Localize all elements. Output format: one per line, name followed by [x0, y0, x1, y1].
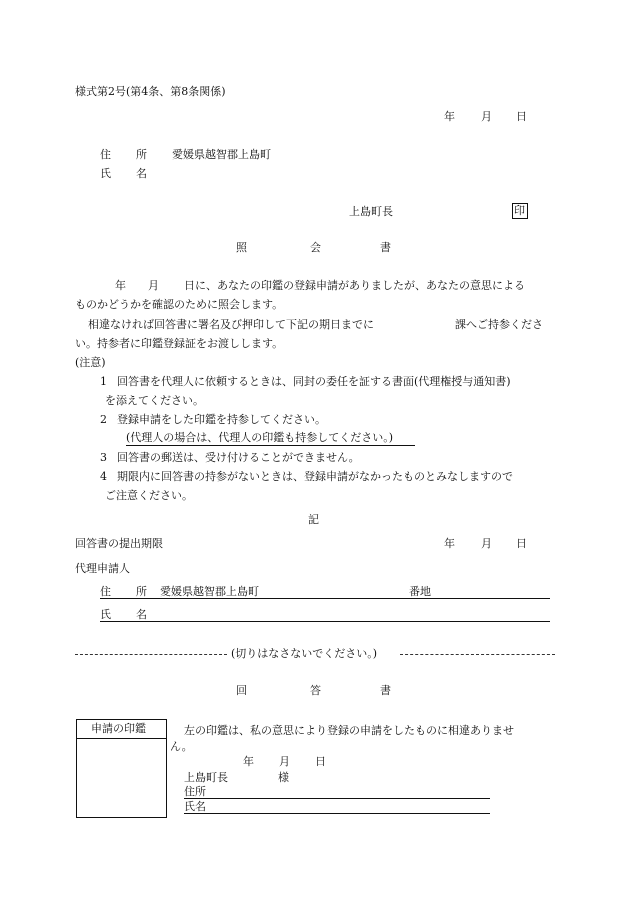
address-label-2: 所: [136, 148, 147, 161]
note-1-line1: 回答書を代理人に依頼するときは、同封の委任を証する書面(代理権授与通知書): [117, 375, 511, 388]
cut-line-left: [75, 654, 227, 655]
deadline-label: 回答書の提出期限: [75, 537, 163, 550]
answer-address-label: 住所: [184, 785, 206, 798]
proxy-address-label-1: 住: [100, 585, 111, 598]
answer-addressee-suffix: 様: [278, 771, 289, 784]
answer-name-label: 氏名: [184, 800, 206, 813]
note-3-num: 3: [100, 451, 107, 464]
answer-date-year: 年: [243, 755, 254, 768]
name-label-2: 名: [136, 167, 147, 180]
note-2-line1: 登録申請をした印鑑を持参してください。: [117, 413, 326, 426]
note-4-line1: 期限内に回答書の持参がないときは、登録申請がなかったものとみなしますので: [117, 470, 513, 483]
answer-title-char-2: 答: [310, 684, 321, 697]
note-1-num: 1: [100, 375, 107, 388]
proxy-address-line: [100, 598, 550, 599]
body-line3b: 課へご持参くださ: [455, 318, 543, 331]
date-year: 年: [444, 110, 455, 123]
proxy-heading: 代理申請人: [75, 562, 130, 575]
proxy-address-value: 愛媛県越智郡上島町: [160, 585, 259, 598]
seal-box-label: 申請の印鑑: [91, 722, 146, 735]
deadline-year: 年: [444, 537, 455, 550]
title-char-2: 会: [310, 241, 321, 254]
deadline-day: 日: [516, 537, 527, 550]
answer-addressee: 上島町長: [184, 771, 228, 784]
proxy-name-label-1: 氏: [100, 608, 111, 621]
seal-box-divider: [77, 738, 166, 739]
name-label-1: 氏: [100, 167, 111, 180]
note-4-line2: ご注意ください。: [105, 489, 193, 502]
note-2-num: 2: [100, 413, 107, 426]
body-line2: ものかどうかを確認のために照会します。: [75, 298, 284, 311]
title-char-3: 書: [380, 241, 391, 254]
answer-date-day: 日: [315, 755, 326, 768]
sender-title: 上島町長: [349, 205, 393, 218]
body-month: 月: [148, 279, 159, 292]
answer-date-month: 月: [279, 755, 290, 768]
answer-title-char-1: 回: [236, 684, 247, 697]
proxy-name-line: [100, 621, 550, 622]
answer-statement-line1: 左の印鑑は、私の意思により登録の申請をしたものに相違ありませ: [184, 724, 514, 737]
address-value: 愛媛県越智郡上島町: [172, 148, 271, 161]
body-year: 年: [115, 279, 126, 292]
note-3-line1: 回答書の郵送は、受け付けることができません。: [117, 451, 360, 464]
date-month: 月: [481, 110, 492, 123]
note-2-line2: (代理人の場合は、代理人の印鑑も持参してください。): [126, 431, 415, 446]
seal-stamp-box: [512, 203, 528, 219]
cut-line-right: [400, 654, 555, 655]
notes-heading: (注意): [75, 356, 106, 369]
proxy-banchi: 番地: [409, 585, 431, 598]
seal-impression-box: [76, 719, 167, 818]
form-number: 様式第2号(第4条、第8条関係): [75, 85, 226, 98]
title-char-1: 照: [236, 241, 247, 254]
ki-heading: 記: [308, 513, 319, 526]
answer-title-char-3: 書: [380, 684, 391, 697]
body-line1: 日に、あなたの印鑑の登録申請がありましたが、あなたの意思による: [184, 279, 525, 292]
note-1-line2: を添えてください。: [105, 394, 204, 407]
body-line4: い。持参者に印鑑登録証をお渡しします。: [75, 337, 284, 350]
answer-statement-line2: ん。: [170, 740, 193, 753]
body-line3a: 相違なければ回答書に署名及び押印して下記の期日までに: [88, 318, 374, 331]
note-4-num: 4: [100, 470, 107, 483]
answer-name-line: [184, 813, 490, 814]
address-label-1: 住: [100, 148, 111, 161]
seal-stamp-label: 印: [514, 204, 525, 217]
proxy-name-label-2: 名: [136, 608, 147, 621]
proxy-address-label-2: 所: [136, 585, 147, 598]
date-day: 日: [516, 110, 527, 123]
cut-line-text: (切りはなさないでください。): [231, 647, 378, 660]
answer-address-line: [184, 798, 490, 799]
deadline-month: 月: [481, 537, 492, 550]
